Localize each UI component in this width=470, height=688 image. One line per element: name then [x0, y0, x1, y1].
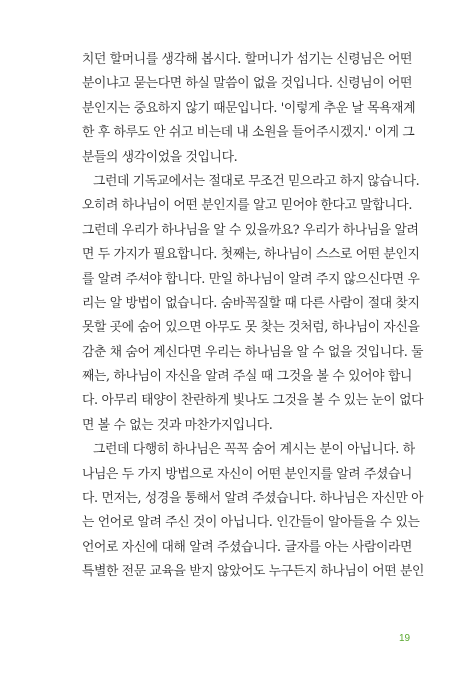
text-line: 다. 아무리 태양이 찬란하게 빛나도 그것을 볼 수 있는 눈이 없다 — [82, 393, 424, 409]
text-line: 감춘 채 숨어 계신다면 우리는 하나님을 알 수 없을 것입니다. 둘 — [82, 344, 424, 360]
text-line: 나님은 두 가지 방법으로 자신이 어떤 분인지를 알려 주셨습니 — [82, 466, 413, 482]
text-line: 오히려 하나님이 어떤 분인지를 알고 믿어야 한다고 말합니다. — [82, 198, 413, 214]
text-line: 면 볼 수 없는 것과 마찬가지입니다. — [82, 417, 273, 433]
text-line: 는 언어로 알려 주신 것이 아닙니다. 인간들이 알아들을 수 있는 — [82, 515, 420, 531]
text-line: 분들의 생각이었을 것입니다. — [82, 149, 238, 165]
text-line: 분인지는 중요하지 않기 때문입니다. '이렇게 추운 날 목욕재계 — [82, 100, 416, 116]
text-line: 못할 곳에 숨어 있으면 아무도 못 찾는 것처럼, 하나님이 자신을 — [82, 320, 420, 336]
text-line: 치던 할머니를 생각해 봅시다. 할머니가 섬기는 신령님은 어떤 — [82, 52, 413, 67]
text-line: 분이냐고 묻는다면 하실 말씀이 없을 것입니다. 신령님이 어떤 — [82, 76, 413, 92]
text-line: 특별한 전문 교육을 받지 않았어도 누구든지 하나님이 어떤 분인 — [82, 564, 425, 580]
paragraph-start-line: 그런데 다행히 하나님은 꼭꼭 숨어 계시는 분이 아닙니다. 하 — [93, 442, 415, 458]
text-line: 면 두 가지가 필요합니다. 첫째는, 하나님이 스스로 어떤 분인지 — [82, 247, 420, 263]
body-text — [82, 48, 425, 585]
text-line: 를 알려 주셔야 합니다. 만일 하나님이 알려 주지 않으신다면 우 — [82, 271, 420, 287]
paragraph-start-line: 그런데 기독교에서는 절대로 무조건 믿으라고 하지 않습니다. — [93, 173, 420, 189]
text-line: 한 후 하루도 안 쉬고 비는데 내 소원을 들어주시겠지.' 이게 그 — [82, 125, 415, 141]
text-line: 그런데 우리가 하나님을 알 수 있을까요? 우리가 하나님을 알려 — [82, 222, 419, 238]
page-number: 19 — [399, 633, 411, 644]
text-line: 다. 먼저는, 성경을 통해서 알려 주셨습니다. 하나님은 자신만 아 — [82, 491, 424, 507]
text-line: 언어로 자신에 대해 알려 주셨습니다. 글자를 아는 사람이라면 — [82, 539, 413, 555]
text-line: 째는, 하나님이 자신을 알려 주실 때 그것을 볼 수 있어야 합니 — [82, 369, 412, 385]
text-line: 리는 알 방법이 없습니다. 숨바꼭질할 때 다른 사람이 절대 찾지 — [82, 295, 420, 311]
